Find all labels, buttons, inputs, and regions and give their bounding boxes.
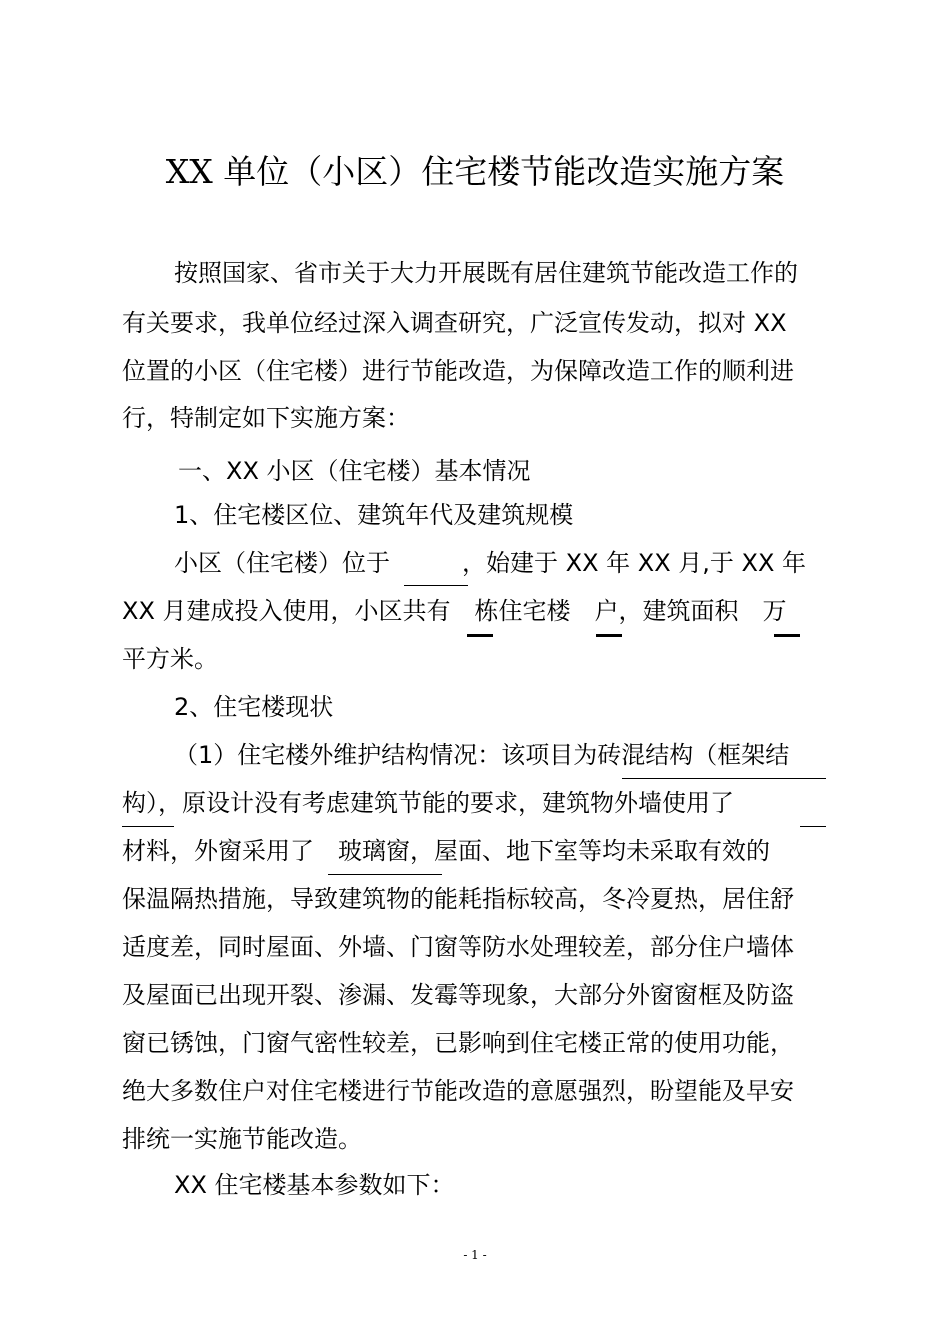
paragraph-line: 及屋面已出现开裂、渗漏、发霉等现象，大部分外窗窗框及防盗 (122, 981, 794, 1009)
document-title: XX 单位（小区）住宅楼节能改造实施方案 (165, 152, 785, 191)
paragraph-line: 保温隔热措施，导致建筑物的能耗指标较高，冬冷夏热，居住舒 (122, 885, 794, 913)
paragraph-line: 窗已锈蚀，门窗气密性较差，已影响到住宅楼正常的使用功能， (122, 1029, 794, 1057)
blank-underline (404, 585, 468, 586)
paragraph-line: XX 住宅楼基本参数如下： (174, 1171, 455, 1199)
paragraph-line: 材料，外窗采用了 玻璃窗，屋面、地下室等均未采取有效的 (122, 837, 770, 865)
paragraph-line: 适度差，同时屋面、外墙、门窗等防水处理较差，部分住户墙体 (122, 933, 794, 961)
subsection-heading: 1、住宅楼区位、建筑年代及建筑规模 (174, 501, 574, 529)
blank-underline (596, 634, 622, 637)
paragraph-line: 小区（住宅楼）位于 ，始建于 XX 年 XX 月,于 XX 年 (174, 549, 807, 577)
blank-underline (800, 826, 826, 827)
blank-underline (622, 778, 826, 779)
blank-underline (122, 826, 174, 827)
paragraph-line: 位置的小区（住宅楼）进行节能改造，为保障改造工作的顺利进 (122, 357, 794, 385)
paragraph-line: 按照国家、省市关于大力开展既有居住建筑节能改造工作的 (174, 259, 798, 287)
blank-underline (774, 634, 800, 637)
paragraph-line: 排统一实施节能改造。 (122, 1125, 362, 1153)
subsection-heading: 2、住宅楼现状 (174, 693, 334, 721)
section-heading: 一、XX 小区（住宅楼）基本情况 (178, 457, 531, 485)
page-number: - 1 - (463, 1248, 487, 1262)
paragraph-line: XX 月建成投入使用，小区共有 栋住宅楼 户，建筑面积 万 (122, 597, 787, 625)
paragraph-line: 有关要求，我单位经过深入调查研究，广泛宣传发动，拟对 XX (122, 309, 787, 337)
blank-underline (467, 634, 493, 637)
paragraph-line: 绝大多数住户对住宅楼进行节能改造的意愿强烈，盼望能及早安 (122, 1077, 794, 1105)
blank-underline (328, 874, 442, 875)
paragraph-line: 行，特制定如下实施方案： (122, 404, 410, 432)
paragraph-line: （1）住宅楼外维护结构情况：该项目为砖混结构（框架结 (174, 741, 790, 769)
paragraph-line: 构），原设计没有考虑建筑节能的要求，建筑物外墙使用了 (122, 789, 734, 817)
paragraph-line: 平方米。 (122, 645, 218, 673)
